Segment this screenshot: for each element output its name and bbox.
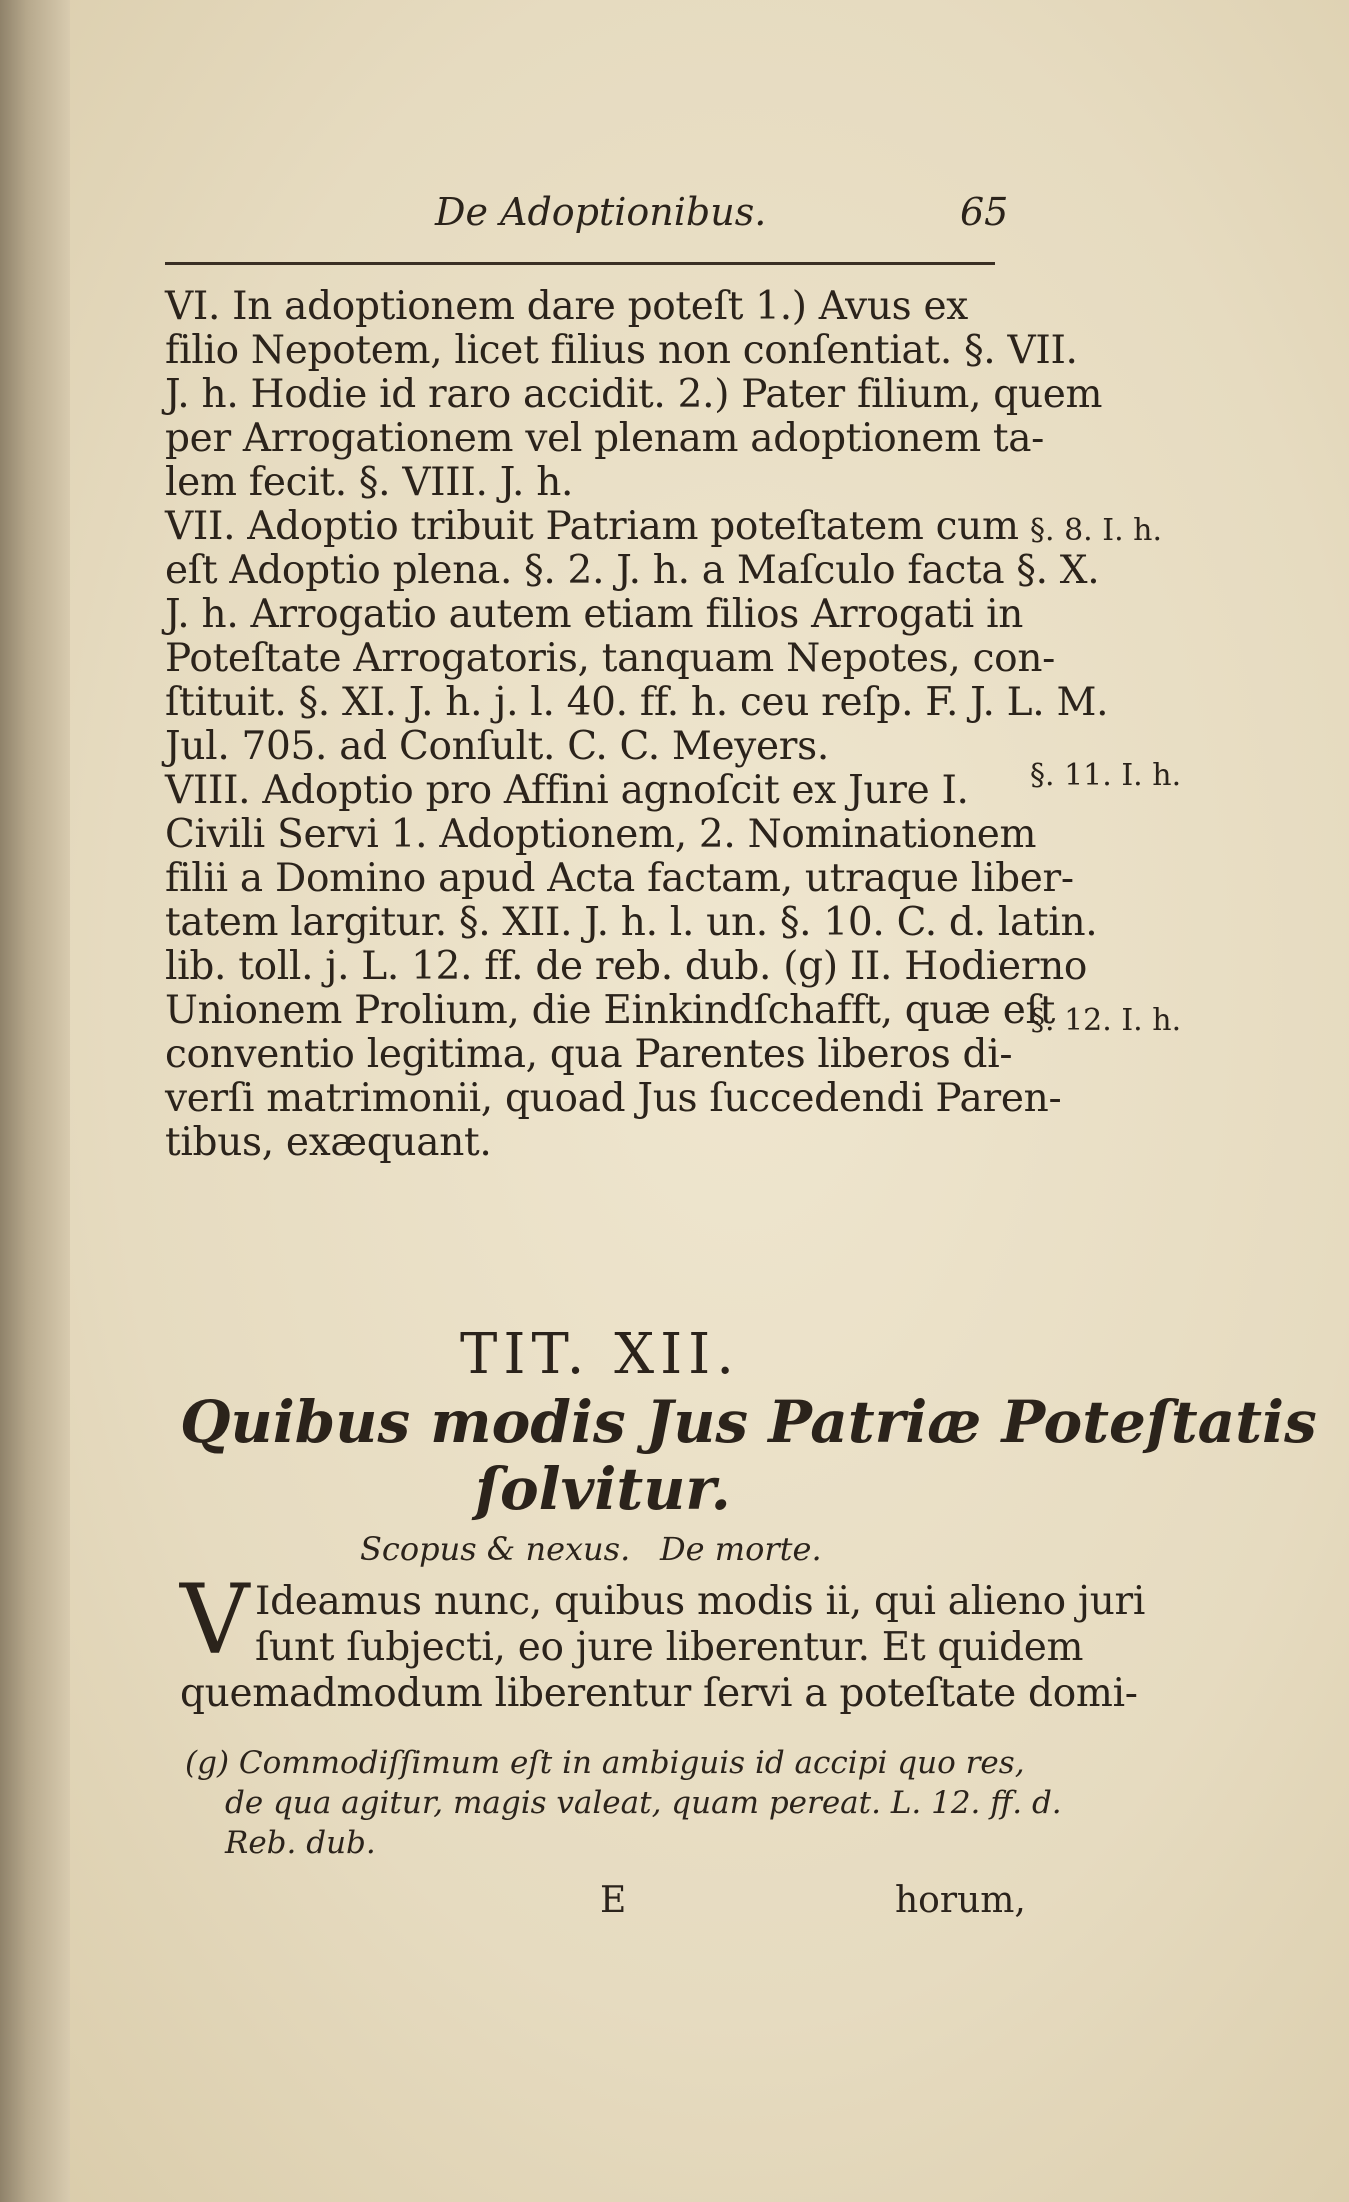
title-number: TIT. XII. <box>460 1322 741 1387</box>
title-heading-continued: ſolvitur. <box>475 1455 731 1523</box>
section-line: ſunt ſubjecti, eo jure liberentur. Et quidem <box>255 1625 1084 1670</box>
title-heading: Quibus modis Jus Patriæ Poteſtatis <box>180 1388 1317 1456</box>
header-rule <box>165 262 995 265</box>
body-line: lem fecit. §. VIII. J. h. <box>165 460 574 505</box>
body-line: Unionem Prolium, die Einkindſchafft, quæ eſt <box>165 988 1055 1033</box>
body-line: per Arrogationem vel plenam adoptionem ta- <box>165 416 1045 461</box>
running-header <box>165 190 1009 250</box>
margin-note: §. 12. I. h. <box>1030 1003 1182 1038</box>
body-line: verſi matrimonii, quoad Jus ſuccedendi Paren- <box>165 1076 1062 1121</box>
body-line: tibus, exæquant. <box>165 1120 492 1165</box>
body-line: lib. toll. j. L. 12. ff. de reb. dub. (g) II. Hodierno <box>165 944 1088 989</box>
footnote-line: de qua agitur, magis valeat, quam pereat. L. 12. ff. d. <box>225 1785 1062 1821</box>
de-morte-label: De morte. <box>660 1530 822 1568</box>
footnote-line: Reb. dub. <box>225 1825 376 1861</box>
body-line: tatem largitur. §. XII. J. h. l. un. §. 10. C. d. latin. <box>165 900 1098 945</box>
footnote-line: (g) Commodiſſimum eſt in ambiguis id accipi quo res, <box>185 1745 1025 1781</box>
running-title: De Adoptionibus. <box>435 190 767 234</box>
body-line: VIII. Adoptio pro Affini agnoſcit ex Jure I. <box>165 768 969 813</box>
body-line: Jul. 705. ad Conſult. C. C. Meyers. <box>165 724 829 769</box>
drop-capital: V <box>180 1564 250 1676</box>
body-line: eſt Adoptio plena. §. 2. J. h. a Maſculo facta §. X. <box>165 548 1100 593</box>
body-line: J. h. Hodie id raro accidit. 2.) Pater filium, quem <box>165 372 1103 417</box>
page-number: 65 <box>960 190 1009 234</box>
body-line: VII. Adoptio tribuit Patriam poteſtatem cum <box>165 504 1019 549</box>
body-line: filii a Domino apud Acta factam, utraque liber- <box>165 856 1074 901</box>
body-line: VI. In adoptionem dare poteſt 1.) Avus ex <box>165 284 968 329</box>
page-gutter <box>0 0 70 2202</box>
body-line: Poteſtate Arrogatoris, tanquam Nepotes, con- <box>165 636 1056 681</box>
body-line: Civili Servi 1. Adoptionem, 2. Nominationem <box>165 812 1037 857</box>
body-line: filio Nepotem, licet filius non conſentiat. §. VII. <box>165 328 1078 373</box>
margin-note: §. 8. I. h. <box>1030 513 1163 548</box>
body-line: conventio legitima, qua Parentes liberos di- <box>165 1032 1013 1077</box>
body-line: ſtituit. §. XI. J. h. j. l. 40. ff. h. ceu reſp. F. J. L. M. <box>165 680 1109 725</box>
body-line: J. h. Arrogatio autem etiam filios Arrogati in <box>165 592 1024 637</box>
margin-note: §. 11. I. h. <box>1030 758 1182 793</box>
scopus-label: Scopus & nexus. <box>360 1530 631 1568</box>
signature-mark: E <box>600 1880 627 1921</box>
section-line: Ideamus nunc, quibus modis ii, qui alieno juri <box>255 1579 1146 1624</box>
catchword: horum, <box>895 1880 1026 1921</box>
section-line: quemadmodum liberentur ſervi a poteſtate domi- <box>180 1671 1138 1716</box>
